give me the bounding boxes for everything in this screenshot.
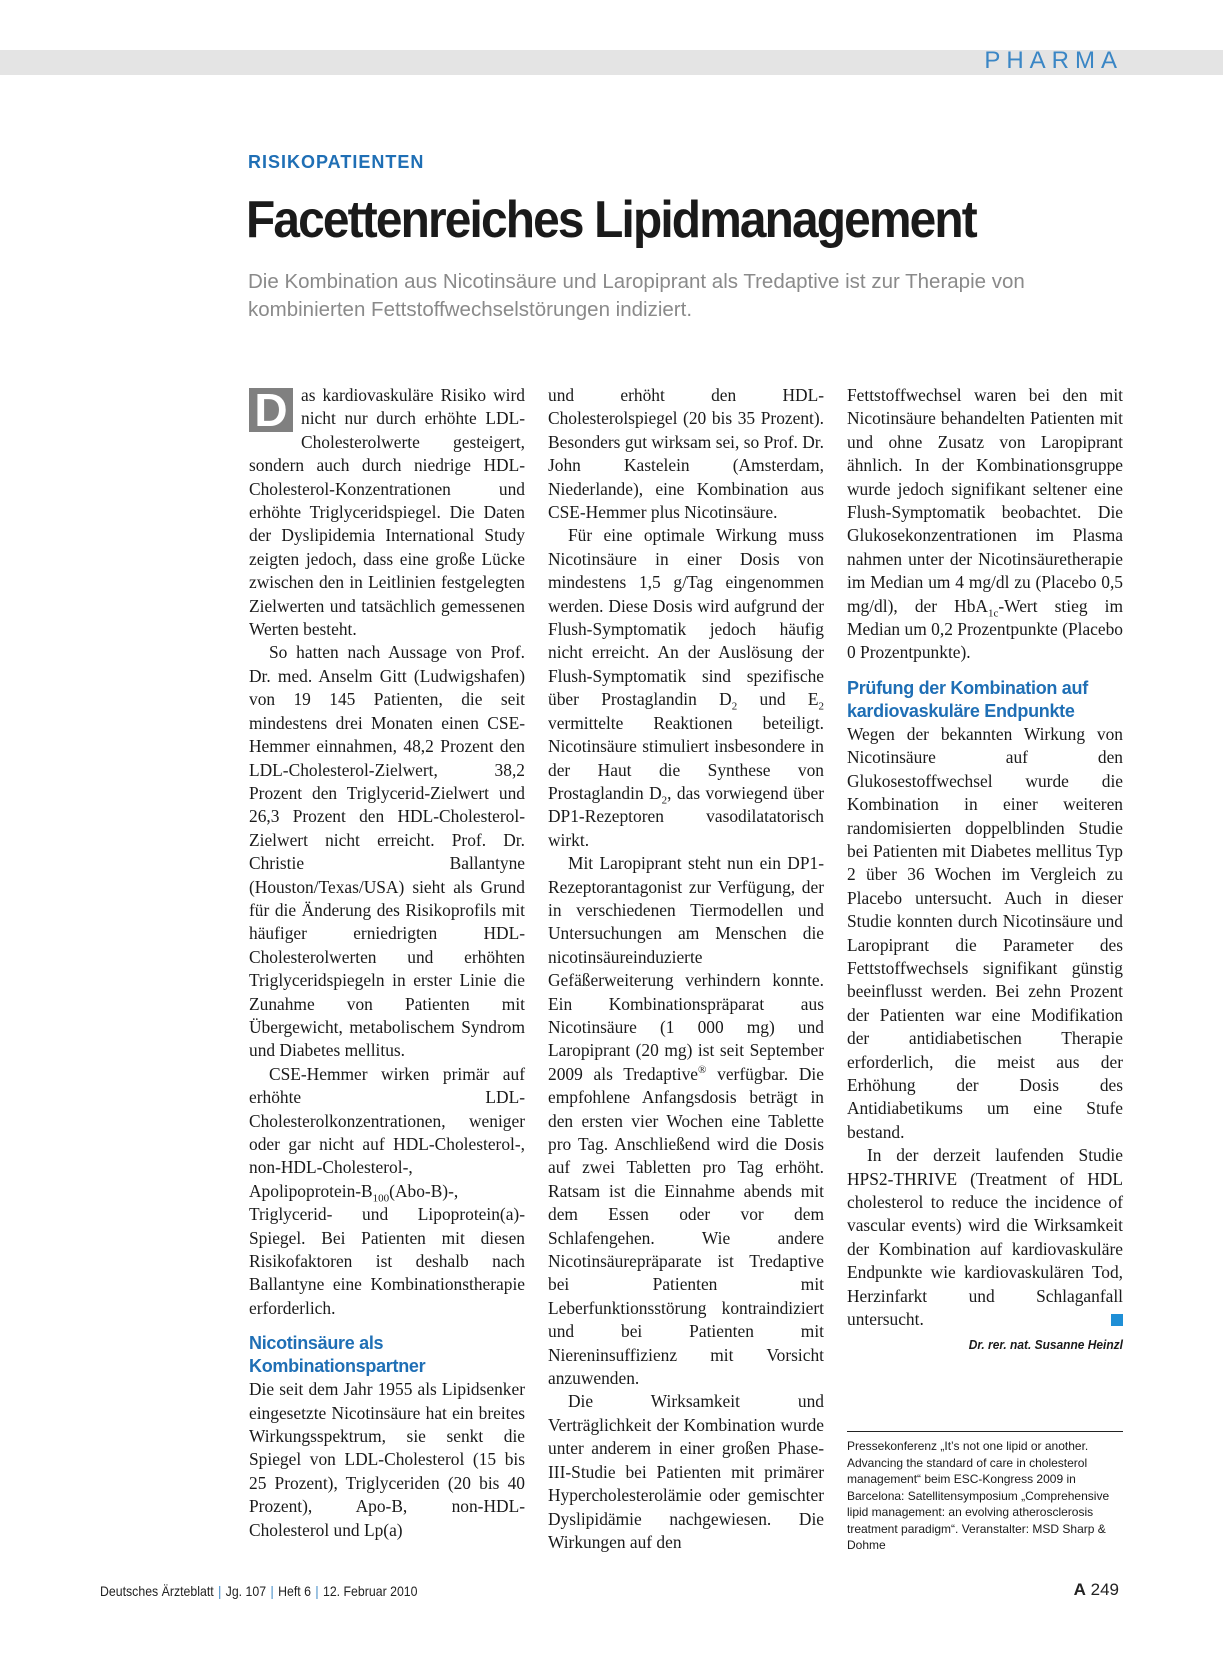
paragraph: In der derzeit laufenden Studie HPS2-THRIVE (Treatment of HDL cholesterol to reduce the incidence of vascular events) wird die Wirksamkeit der Kombination auf kardiovaskuläre Endpunkte wie kardiovaskulären Tod, Herzinfarkt und Schlaganfall untersucht. bbox=[847, 1145, 1123, 1330]
author-byline: Dr. rer. nat. Susanne Heinzl bbox=[968, 1337, 1123, 1353]
end-square-icon bbox=[1111, 1314, 1123, 1326]
column-2 bbox=[548, 384, 824, 1554]
subheading: Prüfung der Kombination auf kardiovaskuläre Endpunkte bbox=[847, 677, 1088, 721]
journal-name: Deutsches Ärzteblatt bbox=[100, 1583, 214, 1599]
paragraph: CSE-Hemmer wirken primär auf erhöhte LDL-Cholesterolkonzentrationen, weniger oder gar nicht auf HDL-Cholesterol-, non-HDL-Cholesterol-, Apolipoprotein-$B_{100}(Abo-B)-$, Triglycerid- und Lipoprotein(a)-Spiegel. Bei Patienten mit diesen Risikofaktoren ist deshalb nach Ballantyne eine Kombinationstherapie erforderlich. bbox=[249, 1063, 525, 1318]
source-note: Pressekonferenz „It’s not one lipid or another. Advancing the standard of care in cholesterol management“ beim ESC-Kongress 2009 in Barcelona: Satellitensymposium „Comprehensive lipid management: an evolving atherosclerosis treatment paradigm“. Veranstalter: MSD Sharp & Dohme bbox=[847, 1431, 1123, 1554]
paragraph: Die Wirksamkeit und Verträglichkeit der Kombination wurde unter anderem in einer großen Phase-III-Studie bei Patienten mit primärer Hypercholesterolämie oder gemischter Dyslipidämie nachgewiesen. Die Wirkungen auf den bbox=[548, 1391, 824, 1552]
drop-cap: D bbox=[249, 388, 293, 432]
paragraph: Mit Laropiprant steht nun ein DP1-Rezeptorantagonist zur Verfügung, der in verschiedenen Tiermodellen und Untersuchungen am Menschen die nicotinsäureinduzierte Gefäßerweiterung verhindern konnte. Ein Kombinationspräparat aus Nicotinsäure (1 000 mg) und Laropiprant (20 mg) ist seit September 2009 als Tredaptive® verfügbar. Die empfohlene Anfangsdosis beträgt in den ersten vier Wochen eine Tablette pro Tag. Anschließend wird die Dosis auf zwei Tabletten pro Tag erhöht. Ratsam ist die Einnahme abends mit dem Essen oder vor dem Schlafengehen. Wie andere Nicotinsäurepräparate ist Tredaptive bei Patienten mit Leberfunktionsstörung kontraindiziert und bei Patienten mit Niereninsuffizienz mit Vorsicht anzuwenden. bbox=[548, 853, 824, 1389]
paragraph: und erhöht den HDL-Cholesterolspiegel (20 bis 35 Prozent). Besonders gut wirksam sei, so Prof. Dr. John Kastelein (Amsterdam, Niederlande), eine Kombination aus CSE-Hemmer plus Nicotinsäure. bbox=[548, 385, 824, 523]
footer-citation: Deutsches Ärzteblatt | Jg. 107 | Heft 6 | 12. Februar 2010 bbox=[100, 1583, 418, 1599]
article-title: Facettenreiches Lipidmanagement bbox=[246, 191, 976, 249]
paragraph: Für eine optimale Wirkung muss Nicotinsäure in einer Dosis von mindestens 1,5 g/Tag eingenommen werden. Diese Dosis wird aufgrund der Flush-Symptomatik jedoch häufig nicht erreicht. An der Auslösung der Flush-Symptomatik sind spezifische über Prostaglandin $D_2$ und $E_2$ vermittelte Reaktionen beteiligt. Nicotinsäure stimuliert insbesondere in der Haut die Synthese von Prostaglandin $D_2$, das vorwiegend über DP1-Rezeptoren vasodilatatorisch wirkt. bbox=[548, 525, 825, 850]
section-label: PHARMA bbox=[984, 47, 1123, 74]
subheading: Nicotinsäure als Kombinationspartner bbox=[249, 1333, 426, 1377]
page-number: A 249 bbox=[1073, 1580, 1119, 1599]
paragraph: Fettstoffwechsel waren bei den mit Nicotinsäure behandelten Patienten mit und ohne Zusatz von Laropiprant ähnlich. In der Kombinationsgruppe wurde jedoch signifikant seltener eine Flush-Symptomatik beobachtet. Die Glukosekonzentrationen im Plasma nahmen unter der Nicotinsäuretherapie im Median um 4 mg/dl zu (Placebo 0,5 mg/dl), der HbA$_{1c}$-Wert stieg im Median um 0,2 Prozentpunkte (Placebo 0 Prozentpunkte). bbox=[847, 385, 1123, 663]
volume: Jg. 107 bbox=[225, 1583, 267, 1599]
article-lead: Die Kombination aus Nicotinsäure und Laropiprant als Tredaptive ist zur Therapie von kombinierten Fettstoffwechselstörungen indiziert. bbox=[248, 270, 1025, 321]
paragraph: So hatten nach Aussage von Prof. Dr. med. Anselm Gitt (Ludwigshafen) von 19 145 Patienten, die seit mindestens drei Monaten einen CSE-Hemmer einnahmen, 48,2 Prozent den LDL-Cholesterol-Zielwert, 38,2 Prozent den Triglycerid-Zielwert und 26,3 Prozent den HDL-Cholesterol-Zielwert nicht erreicht. Prof. Dr. Christie Ballantyne (Houston/Texas/USA) sieht als Grund für die Änderung des Risikoprofils mit häufiger erniedrigten HDL-Cholesterolwerten und erhöhten Triglyceridspiegeln in erster Linie die Zunahme von Patienten mit Übergewicht, metabolischem Syndrom und Diabetes mellitus. bbox=[249, 642, 525, 1061]
column-3 bbox=[847, 384, 1123, 1357]
paragraph: Wegen der bekannten Wirkung von Nicotinsäure auf den Glukosestoffwechsel wurde die Kombination in einer weiteren randomisierten doppelblinden Studie bei Patienten mit Diabetes mellitus Typ 2 über 36 Wochen im Vergleich zu Placebo untersucht. Auch in dieser Studie konnten durch Nicotinsäure und Laropiprant die Parameter des Fettstoffwechsels signifikant günstig beeinflusst werden. Bei zehn Prozent der Patienten war eine Modifikation der antidiabetischen Therapie erforderlich, die meist aus der Erhöhung der Dosis des Antidiabetikums um eine Stufe bestand. bbox=[847, 723, 1123, 1142]
article-kicker: RISIKOPATIENTEN bbox=[248, 152, 425, 172]
paragraph: Die seit dem Jahr 1955 als Lipidsenker eingesetzte Nicotinsäure hat ein breites Wirkungsspektrum, sie senkt die Spiegel von LDL-Cholesterol (15 bis 25 Prozent), Triglyceriden (20 bis 40 Prozent), Apo-B, non-HDL-Cholesterol und Lp(a) bbox=[249, 1379, 525, 1540]
paragraph: D as kardiovaskuläre Risiko wird nicht nur durch erhöhte LDL-Cholesterolwerte gesteigert, sondern auch durch niedrige HDL-Cholesterol-Konzentrationen und erhöhte Triglyceridspiegel. Die Daten der Dyslipidemia International Study zeigten jedoch, dass eine große Lücke zwischen den in Leitlinien festgelegten Zielwerten und tatsächlich gemessenen Werten besteht. bbox=[249, 384, 525, 640]
issue-date: 12. Februar 2010 bbox=[322, 1583, 418, 1599]
issue: Heft 6 bbox=[278, 1583, 311, 1599]
column-1 bbox=[249, 384, 525, 1542]
